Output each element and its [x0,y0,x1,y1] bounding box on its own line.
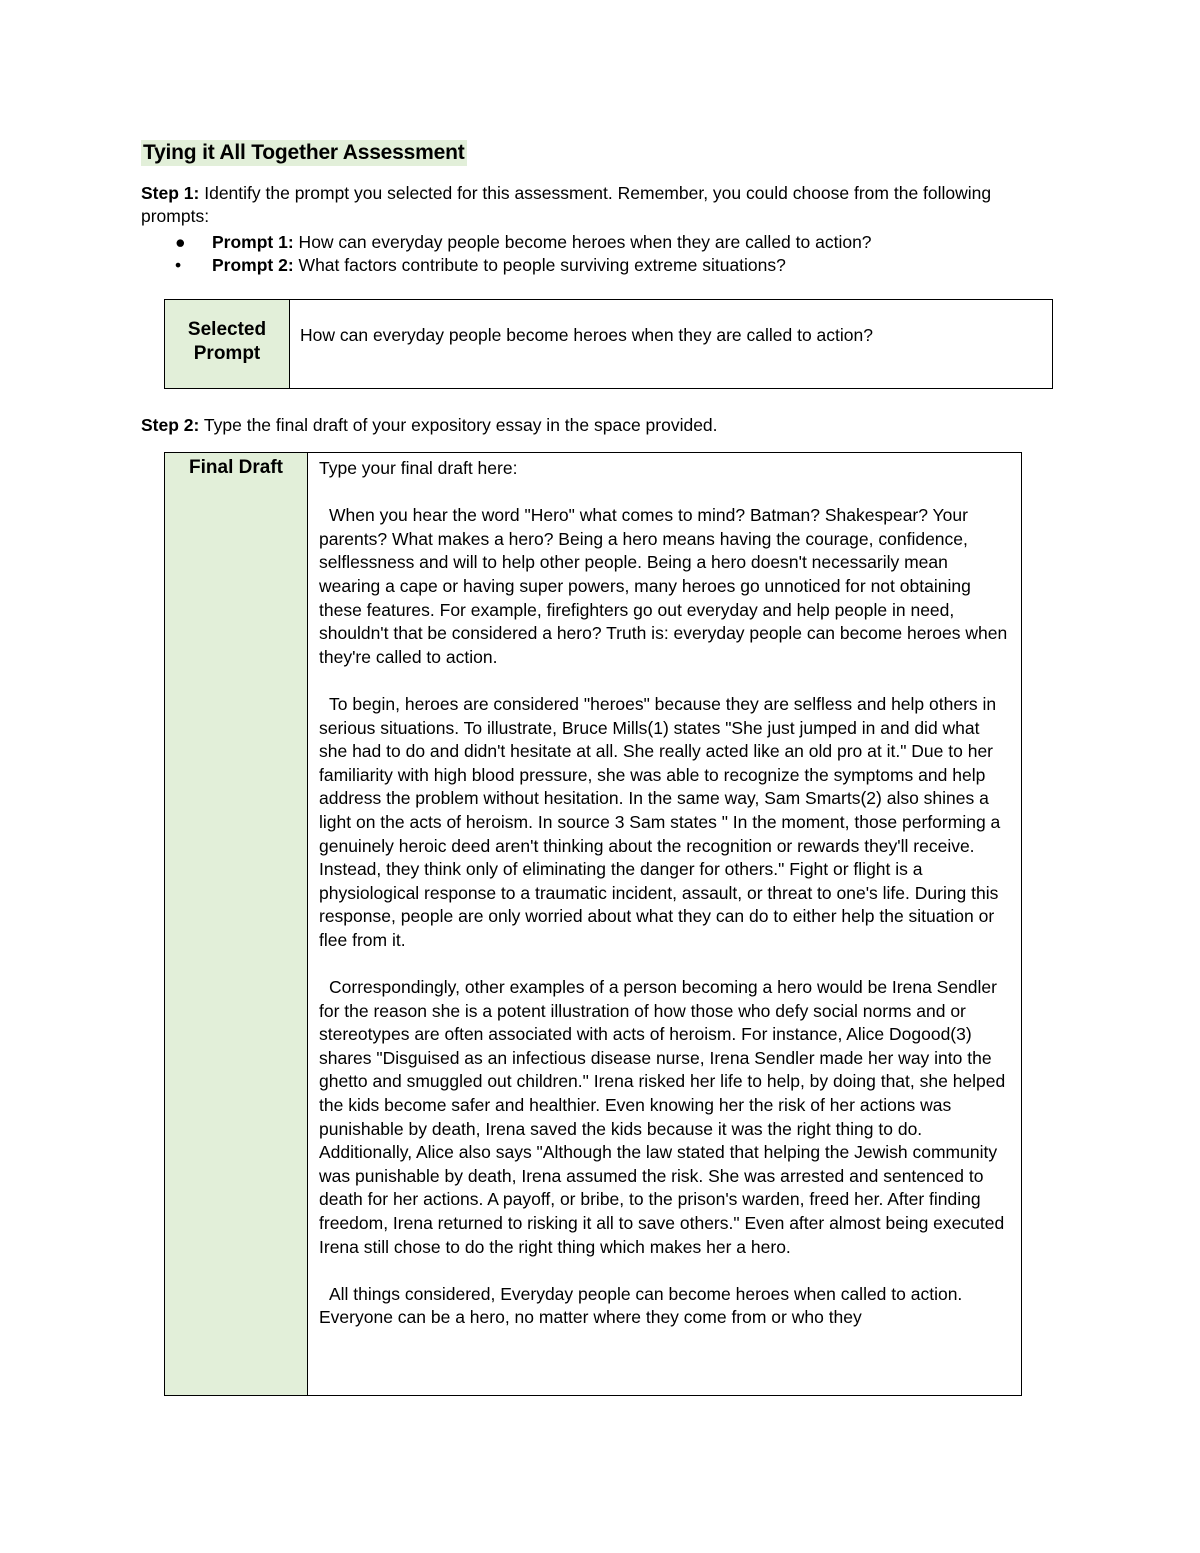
step-1-instructions [141,182,1041,228]
prompt-1-label: Prompt 1: [212,232,294,252]
essay-paragraph: To begin, heroes are considered "heroes" because they are selfless and help others in serious situations. To illustrate, Bruce Mills(1) states "She just jumped in and did what she had to do and didn't hesitate at all. She really acted like an old pro at it." Due to her familiarity with high blood pressure, she was able to recognize the symptoms and help address the problem without hesitation. In the same way, Sam Smarts(2) also shines a light on the acts of heroism. In source 3 Sam states " In the moment, those performing a genuinely heroic deed aren't thinking about the recognition or rewards they'll receive. Instead, they think only of eliminating the danger for others." Fight or flight is a physiological response to a traumatic incident, assault, or threat to one's life. During this response, people are only worried about what they can do to either help the situation or flee from it. [319,693,1001,950]
draft-instruction: Type your final draft here: [319,458,518,478]
step-2-text: Type the final draft of your expository essay in the space provided. [199,415,718,435]
list-item [141,231,1041,254]
prompt-2-label: Prompt 2: [212,255,294,275]
prompt-list [141,231,1041,277]
step-2-instructions [141,414,1041,437]
step-1-label: Step 1: [141,183,200,203]
final-draft-text-area[interactable] [308,453,1021,1395]
essay-paragraph: Correspondingly, other examples of a person becoming a hero would be Irena Sendler for the reason she is a potent illustration of how those who defy social norms and or stereotypes are often associated with acts of heroism. For instance, Alice Dogood(3) shares "Disguised as an infectious disease nurse, Irena Sendler made her way into the ghetto and smuggled out children." Irena risked her life to help, by doing that, she helped the kids become safer and healthier. Even knowing her the risk of her actions was punishable by death, Irena saved the kids because it was the right thing to do. Additionally, Alice also says "Although the law stated that helping the Jewish community was punishable by death, Irena assumed the risk. She was arrested and sentenced to death for her actions. A payoff, or bribe, to the prison's warden, freed her. After finding freedom, Irena returned to risking it all to save others." Even after almost being executed Irena still chose to do the right thing which makes her a hero. [319,977,1006,1257]
list-item [141,254,1041,277]
selected-prompt-label: Selected Prompt [165,300,290,388]
selected-prompt-table [164,299,1053,389]
step-1-text: Identify the prompt you selected for this assessment. Remember, you could choose from the following prompts: [141,183,992,226]
bullet-icon: • [175,255,182,275]
prompt-2-text: What factors contribute to people surviving extreme situations? [293,255,786,275]
page-title: Tying it All Together Assessment [143,141,465,164]
essay-paragraph: All things considered, Everyday people can become heroes when called to action. Everyone can be a hero, no matter where they come from or who they [319,1283,963,1328]
prompt-1-text: How can everyday people become heroes when they are called to action? [293,232,872,252]
step-2-label: Step 2: [141,415,200,435]
final-draft-table [164,452,1022,1396]
selected-prompt-value[interactable]: How can everyday people become heroes when they are called to action? [300,325,873,345]
essay-paragraph: When you hear the word "Hero" what comes to mind? Batman? Shakespear? Your parents? What makes a hero? Being a hero means having the courage, confidence, selflessness and will to help other people. Being a hero doesn't necessarily mean wearing a cape or having super powers, many heroes go unnoticed for not obtaining these features. For example, firefighters go out everyday and help people in need, shouldn't that be considered a hero? Truth is: everyday people can become heroes when they're called to action. [319,505,1008,667]
final-draft-label: Final Draft [165,453,308,1395]
bullet-icon: ● [175,232,186,252]
